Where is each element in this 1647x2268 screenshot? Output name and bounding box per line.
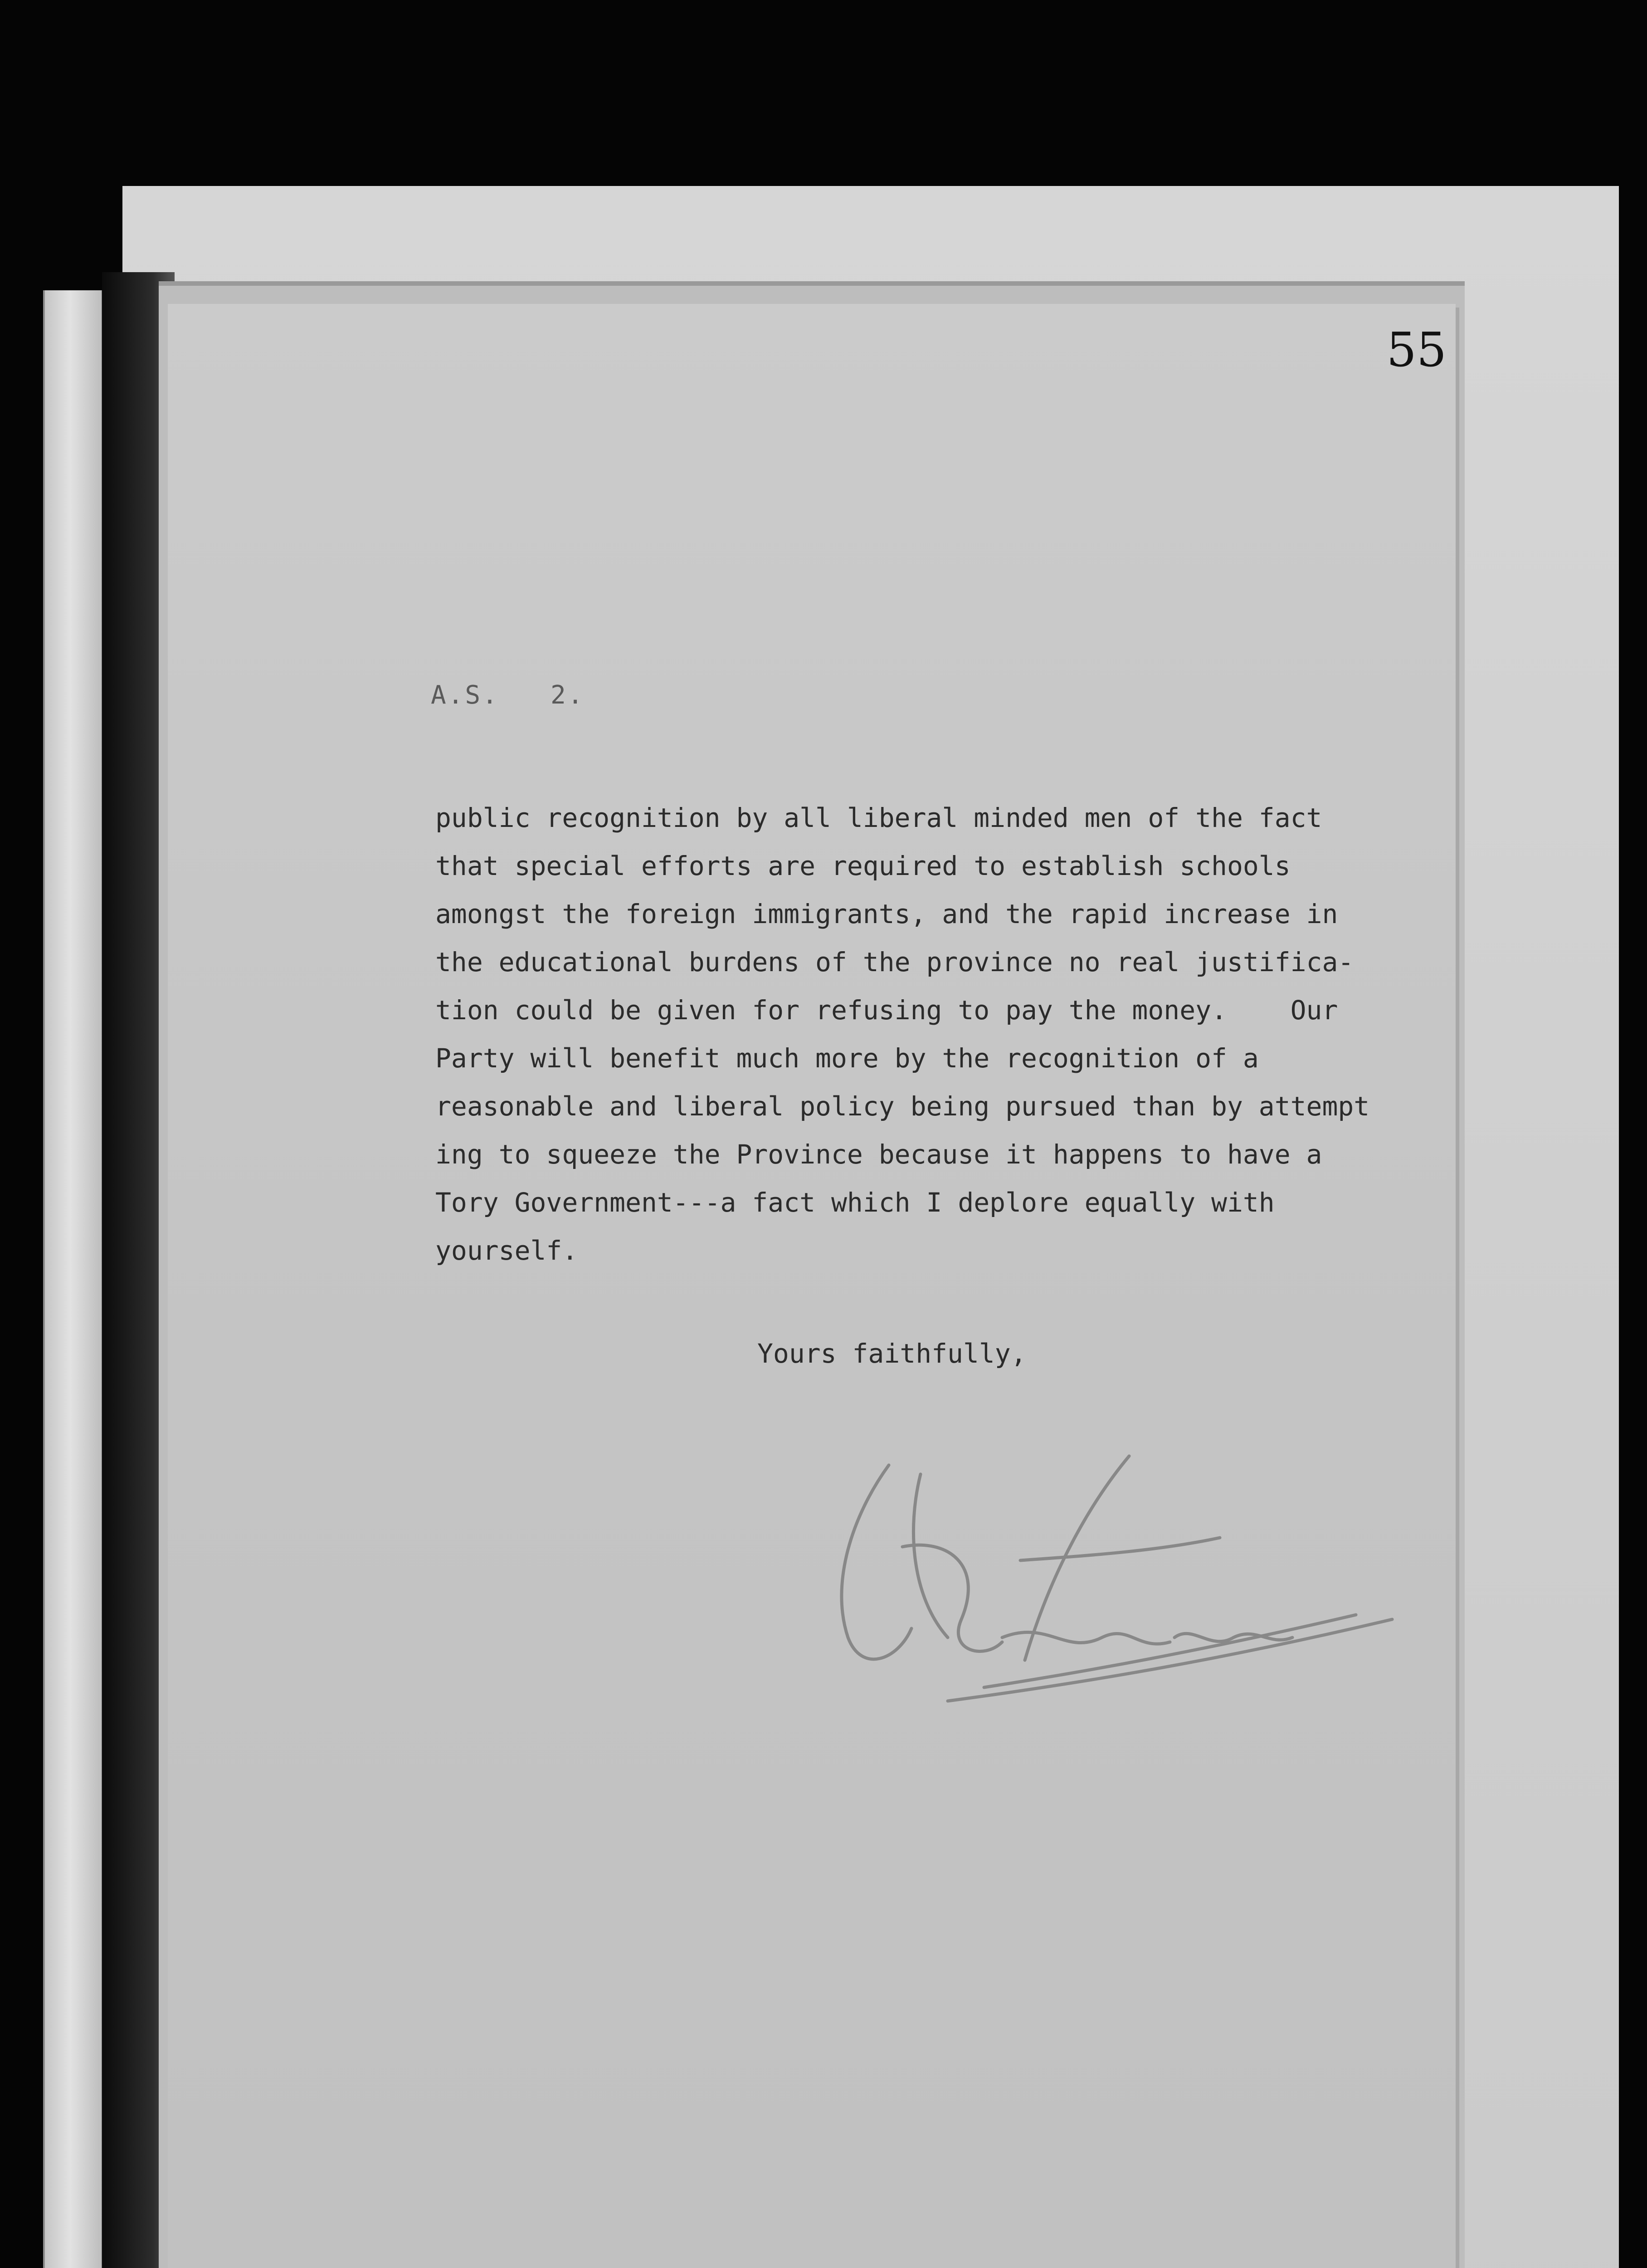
body-line: the educational burdens of the province no real justifica- [435, 947, 1354, 978]
page-reference: A.S. 2. [431, 680, 585, 710]
letter-page [168, 304, 1456, 2268]
closing-salutation: Yours faithfully, [757, 1338, 1027, 1369]
body-line: yourself. [435, 1235, 578, 1266]
handwritten-signature [812, 1447, 1401, 1710]
body-line: reasonable and liberal policy being pursued than by attempt [435, 1091, 1370, 1122]
body-line: Party will benefit much more by the recognition of a [435, 1043, 1259, 1074]
body-line: tion could be given for refusing to pay the money. Our [435, 995, 1338, 1026]
body-line: ing to squeeze the Province because it happens to have a [435, 1139, 1322, 1170]
body-line: that special efforts are required to establish schools [435, 850, 1291, 881]
body-line: amongst the foreign immigrants, and the rapid increase in [435, 899, 1338, 929]
binding-strip [43, 290, 104, 2268]
page-number: 55 [1386, 322, 1447, 377]
letter-body [435, 794, 1433, 1275]
body-line: Tory Government---a fact which I deplore equally with [435, 1187, 1275, 1218]
body-line: public recognition by all liberal minded men of the fact [435, 802, 1322, 833]
